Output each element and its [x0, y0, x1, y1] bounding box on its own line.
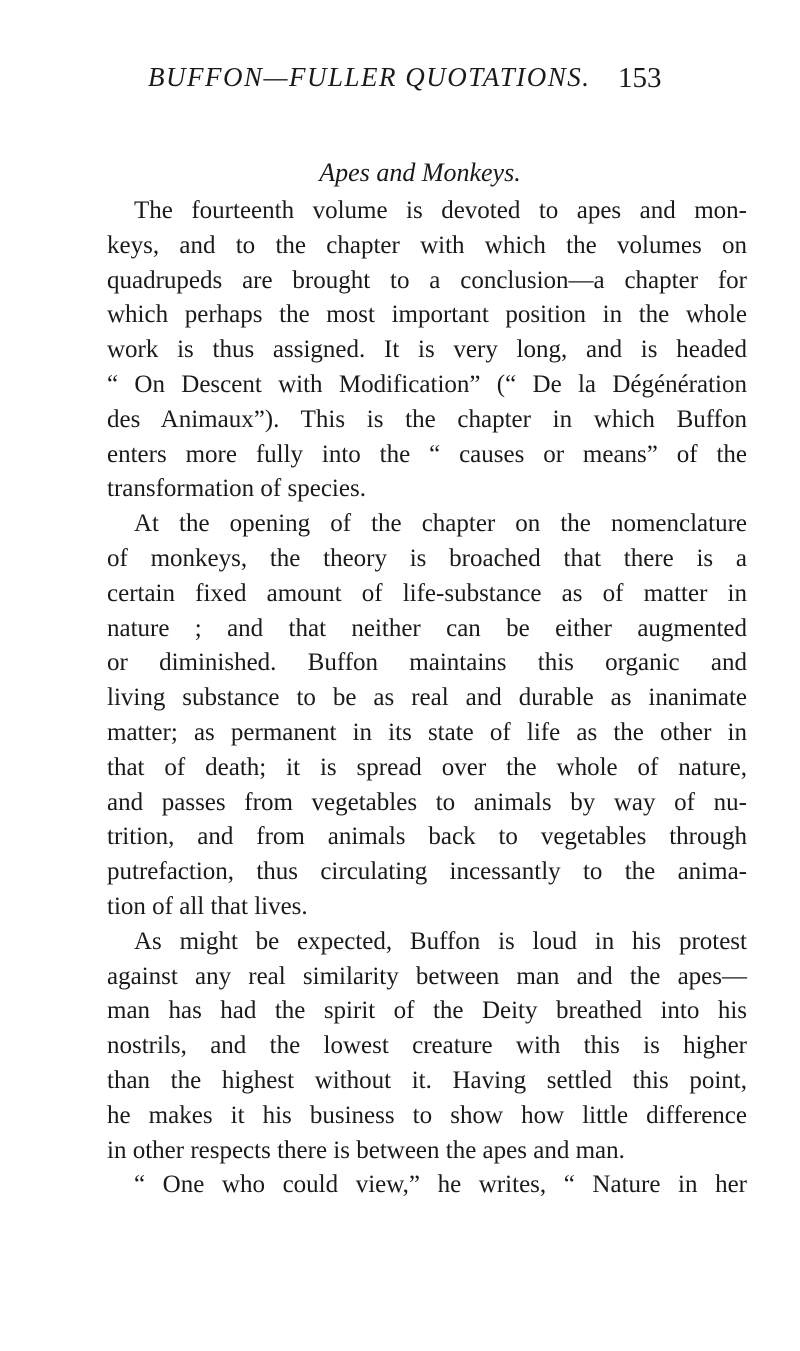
text-line: living substance to be as real and durable as inanimate [107, 684, 747, 712]
text-line: which perhaps the most important position in the whole [107, 301, 747, 329]
section-title: Apes and Monkeys. [319, 158, 521, 187]
text-line: “ On Descent with Modification” (“ De la Dégénération [107, 370, 747, 398]
text-line: des Animaux”). This is the chapter in which Buffon [107, 405, 747, 433]
text-line: putrefaction, thus circulating incessantly to the anima- [107, 858, 747, 886]
text-line: he makes it his business to show how little difference [107, 1101, 747, 1129]
text-line: of monkeys, the theory is broached that there is a [107, 544, 747, 572]
text-line: transformation of species. [107, 475, 366, 503]
text-line: The fourteenth volume is devoted to apes and mon- [134, 197, 747, 224]
page-number: 153 [618, 62, 662, 94]
text-line: tion of all that lives. [107, 892, 308, 920]
text-line: man has had the spirit of the Deity breathed into his [107, 997, 747, 1025]
text-line: “ One who could view,” he writes, “ Nature in her [134, 1171, 747, 1199]
running-title: BUFFON—FULLER QUOTATIONS. [148, 62, 591, 92]
text-line: trition, and from animals back to vegetables through [107, 823, 747, 851]
text-line: in other respects there is between the apes and man. [107, 1136, 625, 1164]
text-line: certain fixed amount of life-substance as of matter in [107, 579, 747, 607]
text-line: nostrils, and the lowest creature with this is higher [107, 1032, 747, 1060]
text-line: than the highest without it. Having settled this point, [107, 1066, 747, 1094]
text-line: nature ; and that neither can be either augmented [107, 614, 747, 642]
text-line: As might be expected, Buffon is loud in his protest [134, 927, 747, 955]
text-line: and passes from vegetables to animals by way of nu- [107, 788, 747, 816]
text-line: enters more fully into the “ causes or means” of the [107, 440, 747, 468]
running-head [148, 62, 768, 102]
text-line: against any real similarity between man and the apes— [107, 962, 747, 990]
text-line: matter; as permanent in its state of life as the other in [107, 718, 747, 746]
body-text [107, 194, 747, 1203]
text-line: At the opening of the chapter on the nomenclature [134, 510, 747, 538]
text-line: work is thus assigned. It is very long, and is headed [107, 336, 747, 364]
text-line: or diminished. Buffon maintains this organic and [107, 649, 747, 677]
text-line: quadrupeds are brought to a conclusion—a chapter for [107, 266, 747, 294]
text-line: that of death; it is spread over the whole of nature, [107, 753, 747, 781]
text-line: keys, and to the chapter with which the volumes on [107, 231, 747, 259]
